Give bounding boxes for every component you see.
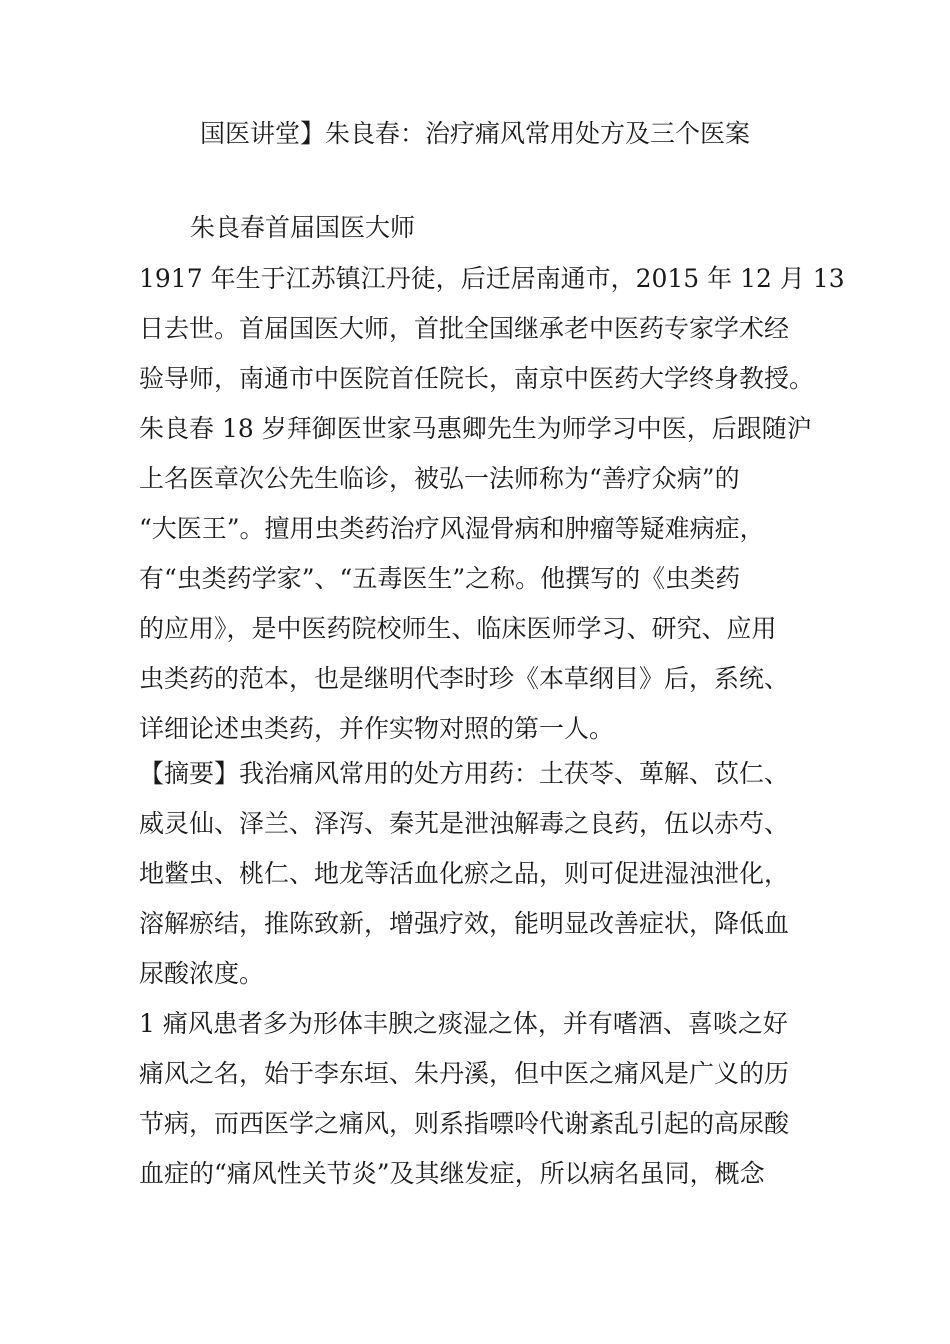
text-line: 日去世。首届国医大师，首批全国继承老中医药专家学术经: [139, 314, 790, 343]
text-line: 1 痛风患者多为形体丰腴之痰湿之体，并有嗜酒、喜啖之好: [139, 1009, 788, 1038]
section-1-paragraph: [139, 999, 839, 1199]
text-line: 详细论述虫类药，并作实物对照的第一人。: [139, 714, 615, 743]
text-line: 节病，而西医学之痛风，则系指嘌呤代谢紊乱引起的高尿酸: [139, 1109, 790, 1138]
text-line: 威灵仙、泽兰、泽泻、秦艽是泄浊解毒之良药，伍以赤芍、: [139, 809, 790, 838]
author-subtitle: 朱良春首届国医大师: [190, 213, 416, 242]
text-line: 上名医章次公先生临诊，被弘一法师称为“善疗众病”的: [139, 464, 740, 493]
text-line: 痛风之名，始于李东垣、朱丹溪，但中医之痛风是广义的历: [139, 1059, 790, 1088]
text-line: 溶解瘀结，推陈致新，增强疗效，能明显改善症状，降低血: [139, 909, 790, 938]
text-line: 的应用》，是中医药院校师生、临床医师学习、研究、应用: [139, 614, 777, 643]
text-line: 朱良春 18 岁拜御医世家马惠卿先生为师学习中医，后跟随沪: [139, 414, 812, 443]
text-line: 验导师，南通市中医院首任院长，南京中医药大学终身教授。: [139, 364, 815, 393]
text-line: 地鳖虫、桃仁、地龙等活血化瘀之品，则可促进湿浊泄化，: [139, 859, 790, 888]
summary-paragraph: [139, 749, 839, 999]
biography-paragraph: [139, 254, 845, 754]
page-title: 国医讲堂】朱良春：治疗痛风常用处方及三个医案: [199, 119, 750, 148]
text-line: 虫类药的范本，也是继明代李时珍《本草纲目》后，系统、: [139, 664, 790, 693]
text-line: 【摘要】我治痛风常用的处方用药：土茯苓、萆解、苡仁、: [139, 759, 790, 788]
text-line: “大医王”。擅用虫类药治疗风湿骨病和肿瘤等疑难病症，: [139, 514, 765, 543]
text-line: 尿酸浓度。: [139, 959, 265, 988]
text-line: 有“虫类药学家”、“五毒医生”之称。他撰写的《虫类药: [139, 564, 741, 593]
text-line: 血症的“痛风性关节炎”及其继发症，所以病名虽同，概念: [139, 1159, 765, 1188]
text-line: 1917 年生于江苏镇江丹徒，后迁居南通市，2015 年 12 月 13: [139, 264, 845, 293]
